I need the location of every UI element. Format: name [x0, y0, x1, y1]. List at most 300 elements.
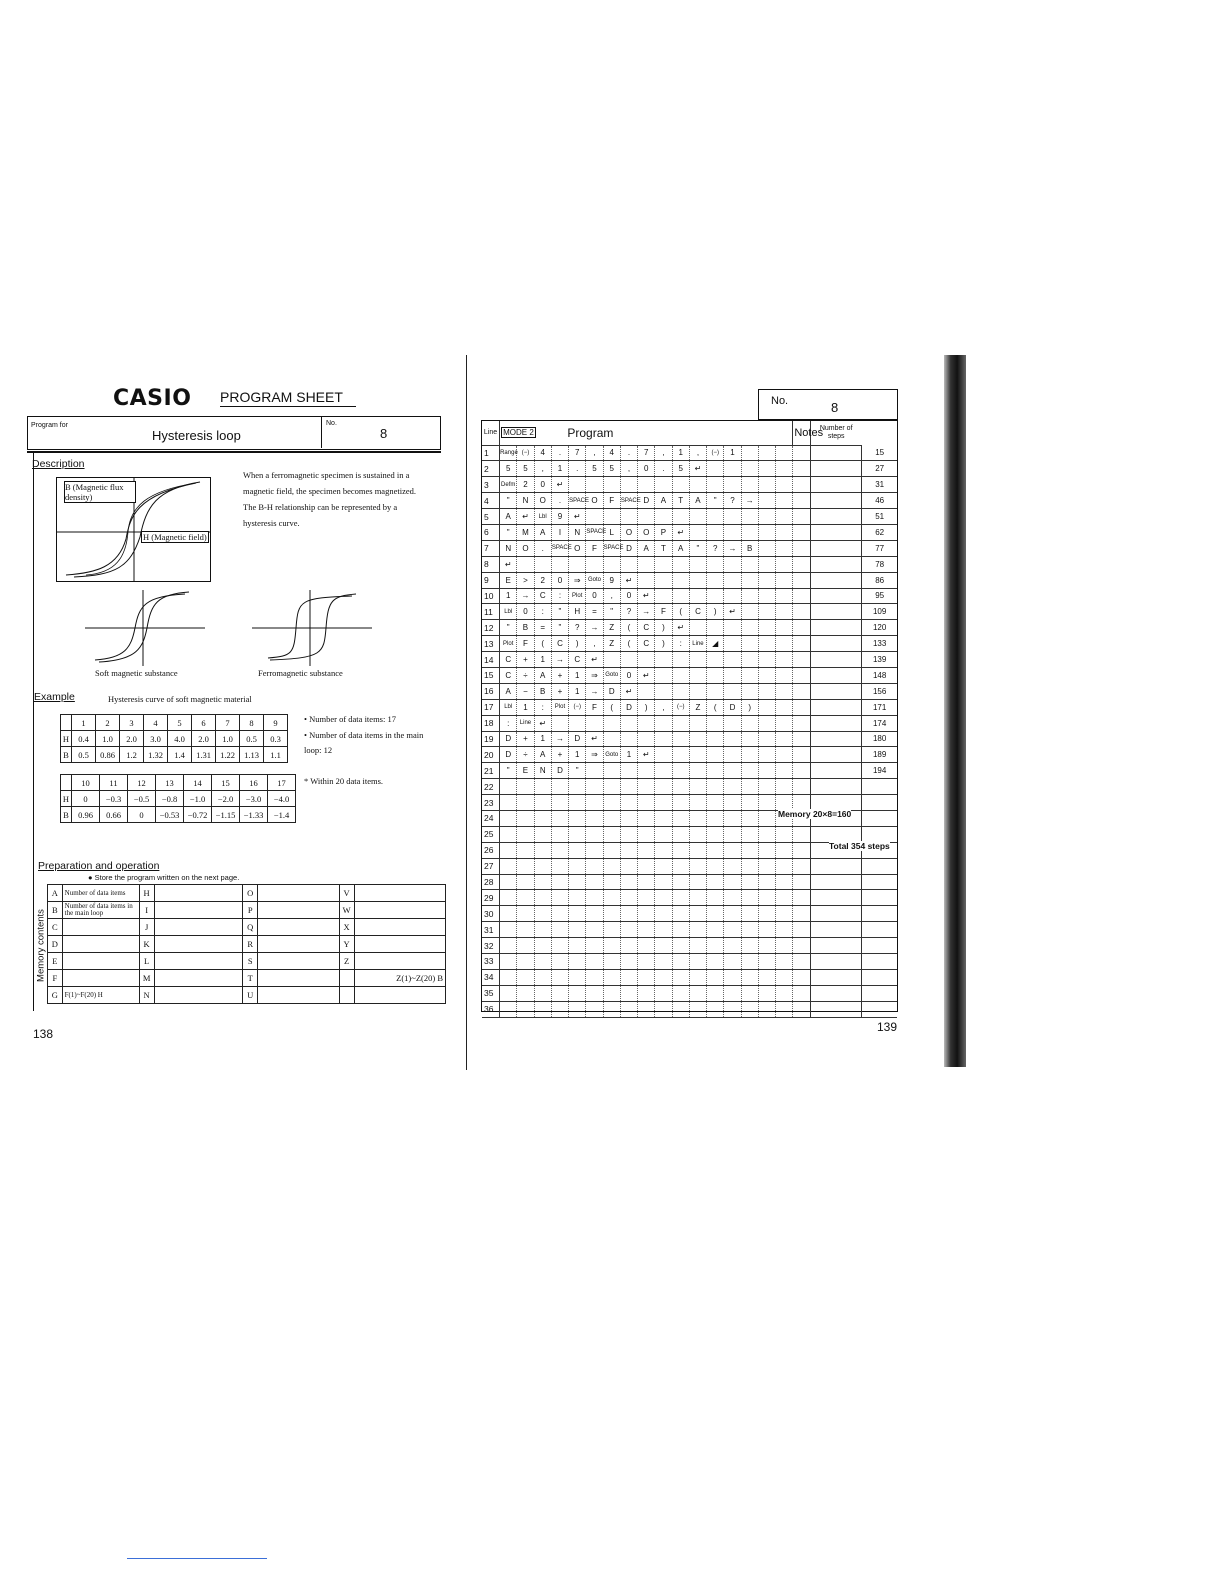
- memory-letter: H: [139, 885, 154, 902]
- key-cell: [689, 477, 706, 493]
- header-cell: 9: [264, 715, 288, 731]
- key-cell: [517, 874, 534, 890]
- key-cell: [655, 509, 672, 525]
- program-line: [482, 604, 897, 620]
- key-cell: [793, 683, 810, 699]
- memory-table: [47, 884, 446, 1004]
- program-line: [482, 763, 897, 779]
- memory-letter: P: [243, 902, 258, 919]
- key-cell: :: [672, 636, 689, 652]
- key-cell: [672, 556, 689, 572]
- key-cell: (: [534, 636, 551, 652]
- memory-value: [258, 970, 340, 987]
- key-cell: [569, 890, 586, 906]
- key-cell: 1: [569, 747, 586, 763]
- key-cell: [603, 874, 620, 890]
- table-cell: 1.22: [216, 747, 240, 763]
- key-cell: [724, 636, 741, 652]
- key-cell: [603, 715, 620, 731]
- key-cell: [758, 477, 775, 493]
- memory-letter: I: [139, 902, 154, 919]
- table-cell: −0.5: [128, 791, 156, 807]
- line-number: 2: [482, 461, 500, 477]
- memory-value: [354, 936, 446, 953]
- key-cell: O: [620, 524, 637, 540]
- key-cell: [620, 842, 637, 858]
- table-cell: 0: [72, 791, 100, 807]
- key-cell: [741, 810, 758, 826]
- memory-letter: Z: [339, 953, 354, 970]
- key-cell: O: [638, 524, 655, 540]
- key-cell: Lbl: [500, 604, 517, 620]
- key-cell: ?: [707, 540, 724, 556]
- key-cell: [672, 588, 689, 604]
- memory-letter: E: [48, 953, 63, 970]
- key-cell: [517, 826, 534, 842]
- steps-cell: [862, 938, 897, 954]
- table-cell: 0.4: [72, 731, 96, 747]
- memory-letter: J: [139, 919, 154, 936]
- key-cell: [672, 858, 689, 874]
- key-cell: [603, 969, 620, 985]
- key-cell: ): [741, 699, 758, 715]
- table-cell: 1.0: [216, 731, 240, 747]
- key-cell: SPACE: [551, 540, 568, 556]
- key-cell: [534, 826, 551, 842]
- notes-cell: [810, 874, 862, 890]
- program-line: [482, 1001, 897, 1017]
- row-label: B: [61, 747, 72, 763]
- key-cell: [500, 779, 517, 795]
- key-cell: ": [689, 540, 706, 556]
- key-cell: =: [586, 604, 603, 620]
- key-cell: Line: [517, 715, 534, 731]
- key-cell: 9: [551, 509, 568, 525]
- key-cell: [793, 985, 810, 1001]
- key-cell: [655, 747, 672, 763]
- key-cell: F: [655, 604, 672, 620]
- row-label: B: [61, 807, 72, 823]
- key-cell: E: [517, 763, 534, 779]
- key-cell: [793, 858, 810, 874]
- line-number: 11: [482, 604, 500, 620]
- key-cell: [758, 524, 775, 540]
- key-cell: [793, 1001, 810, 1017]
- memory-value: [154, 970, 243, 987]
- key-cell: ): [655, 620, 672, 636]
- line-header: Line: [482, 421, 500, 445]
- key-cell: [655, 922, 672, 938]
- key-cell: [620, 556, 637, 572]
- line-number: 23: [482, 795, 500, 811]
- key-cell: [638, 715, 655, 731]
- key-cell: [689, 954, 706, 970]
- key-cell: →: [638, 604, 655, 620]
- key-cell: [741, 858, 758, 874]
- key-cell: 0: [517, 604, 534, 620]
- key-cell: (−): [569, 699, 586, 715]
- key-cell: [603, 985, 620, 1001]
- key-cell: [517, 890, 534, 906]
- key-cell: →: [586, 620, 603, 636]
- key-cell: [638, 731, 655, 747]
- key-cell: →: [586, 683, 603, 699]
- key-cell: Goto: [586, 572, 603, 588]
- memory-value: [354, 953, 446, 970]
- key-cell: Line: [689, 636, 706, 652]
- key-cell: [534, 938, 551, 954]
- notes-cell: [810, 509, 862, 525]
- table-cell: 0: [128, 807, 156, 823]
- key-cell: [724, 683, 741, 699]
- key-cell: [724, 985, 741, 1001]
- key-cell: 5: [500, 461, 517, 477]
- table-cell: −1.33: [240, 807, 268, 823]
- key-cell: [741, 874, 758, 890]
- key-cell: [534, 985, 551, 1001]
- key-cell: Plot: [500, 636, 517, 652]
- program-header-row: [482, 421, 897, 445]
- key-cell: [586, 556, 603, 572]
- memory-value: [62, 919, 139, 936]
- key-cell: C: [551, 636, 568, 652]
- key-cell: [707, 795, 724, 811]
- key-cell: [724, 954, 741, 970]
- key-cell: [672, 954, 689, 970]
- program-line: [482, 652, 897, 668]
- table-cell: 0.86: [96, 747, 120, 763]
- key-cell: [724, 461, 741, 477]
- memory-value: [62, 936, 139, 953]
- key-cell: [551, 922, 568, 938]
- notes-cell: [810, 477, 862, 493]
- soft-substance-label: Soft magnetic substance: [95, 668, 178, 678]
- key-cell: [776, 890, 793, 906]
- key-cell: 5: [672, 461, 689, 477]
- key-cell: O: [569, 540, 586, 556]
- key-cell: (−): [707, 445, 724, 461]
- key-cell: (: [620, 620, 637, 636]
- key-cell: [793, 890, 810, 906]
- key-cell: [689, 667, 706, 683]
- line-number: 7: [482, 540, 500, 556]
- key-cell: [793, 667, 810, 683]
- key-cell: [620, 826, 637, 842]
- key-cell: [638, 683, 655, 699]
- program-header-spacer: [758, 421, 793, 445]
- key-cell: [655, 985, 672, 1001]
- key-cell: [655, 826, 672, 842]
- key-cell: ↵: [551, 477, 568, 493]
- key-cell: [689, 810, 706, 826]
- key-cell: [603, 858, 620, 874]
- notes-cell: [810, 890, 862, 906]
- key-cell: 7: [569, 445, 586, 461]
- key-cell: [793, 509, 810, 525]
- prep-heading: Preparation and operation: [38, 860, 160, 872]
- memory-value: [62, 970, 139, 987]
- memory-value: [258, 919, 340, 936]
- key-cell: ⇒: [586, 667, 603, 683]
- line-number: 29: [482, 890, 500, 906]
- key-cell: SPACE: [603, 540, 620, 556]
- key-cell: [655, 652, 672, 668]
- key-cell: [569, 954, 586, 970]
- key-cell: A: [500, 683, 517, 699]
- key-cell: 0: [620, 588, 637, 604]
- memory-letter: [339, 987, 354, 1004]
- key-cell: [758, 858, 775, 874]
- key-cell: [569, 1001, 586, 1017]
- key-cell: [707, 556, 724, 572]
- key-cell: [776, 985, 793, 1001]
- key-cell: ": [500, 493, 517, 509]
- memory-contents-label-cell: [33, 884, 47, 1010]
- key-cell: [638, 795, 655, 811]
- table-cell: 4.0: [168, 731, 192, 747]
- line-number: 26: [482, 842, 500, 858]
- key-cell: [689, 763, 706, 779]
- program-line: [482, 715, 897, 731]
- no-value: 8: [380, 426, 388, 441]
- steps-cell: 78: [862, 556, 897, 572]
- key-cell: [551, 779, 568, 795]
- memory-contents-label: Memory contents: [35, 909, 47, 982]
- program-line: [482, 985, 897, 1001]
- key-cell: 1: [551, 461, 568, 477]
- key-cell: C: [500, 667, 517, 683]
- key-cell: 1: [534, 731, 551, 747]
- program-line: [482, 620, 897, 636]
- key-cell: [655, 1001, 672, 1017]
- key-cell: [793, 461, 810, 477]
- notes-header: Notes: [793, 421, 810, 445]
- key-cell: Lbl: [534, 509, 551, 525]
- table-cell: −0.8: [156, 791, 184, 807]
- key-cell: [672, 747, 689, 763]
- key-cell: ↵: [638, 667, 655, 683]
- key-cell: [793, 763, 810, 779]
- key-cell: [689, 795, 706, 811]
- key-cell: [689, 683, 706, 699]
- key-cell: (−): [517, 445, 534, 461]
- table-cell: 1.1: [264, 747, 288, 763]
- key-cell: [517, 922, 534, 938]
- line-number: 3: [482, 477, 500, 493]
- key-cell: [707, 890, 724, 906]
- key-cell: ,: [603, 588, 620, 604]
- line-number: 9: [482, 572, 500, 588]
- steps-cell: [862, 826, 897, 842]
- key-cell: [620, 922, 637, 938]
- key-cell: Z: [603, 620, 620, 636]
- key-cell: F: [586, 699, 603, 715]
- key-cell: [638, 572, 655, 588]
- key-cell: [724, 938, 741, 954]
- table-cell: −1.0: [184, 791, 212, 807]
- key-cell: [689, 985, 706, 1001]
- table-row-b: [61, 807, 296, 823]
- key-cell: [793, 779, 810, 795]
- key-cell: [569, 715, 586, 731]
- total-note: Total 354 steps: [829, 841, 890, 851]
- memory-value: [354, 919, 446, 936]
- key-cell: [724, 763, 741, 779]
- key-cell: [672, 652, 689, 668]
- key-cell: [620, 858, 637, 874]
- key-cell: [758, 747, 775, 763]
- key-cell: [655, 779, 672, 795]
- key-cell: [776, 667, 793, 683]
- key-cell: [551, 715, 568, 731]
- key-cell: B: [534, 683, 551, 699]
- key-cell: [707, 477, 724, 493]
- memory-value: [258, 902, 340, 919]
- key-cell: [551, 890, 568, 906]
- key-cell: SPACE: [586, 524, 603, 540]
- memory-value: [258, 987, 340, 1004]
- key-cell: [724, 588, 741, 604]
- notes-cell: [810, 683, 862, 699]
- key-cell: .: [655, 461, 672, 477]
- program-header-box: [27, 416, 441, 450]
- key-cell: [672, 477, 689, 493]
- key-cell: .: [569, 461, 586, 477]
- key-cell: [741, 445, 758, 461]
- key-cell: [672, 795, 689, 811]
- notes-cell: [810, 938, 862, 954]
- key-cell: A: [534, 524, 551, 540]
- key-cell: [724, 667, 741, 683]
- table-row-h: [61, 731, 288, 747]
- key-cell: [758, 779, 775, 795]
- steps-cell: [862, 779, 897, 795]
- key-cell: E: [500, 572, 517, 588]
- line-number: 18: [482, 715, 500, 731]
- steps-cell: 27: [862, 461, 897, 477]
- key-cell: B: [517, 620, 534, 636]
- key-cell: [741, 938, 758, 954]
- key-cell: [724, 810, 741, 826]
- key-cell: +: [517, 652, 534, 668]
- key-cell: [793, 620, 810, 636]
- key-cell: [638, 938, 655, 954]
- key-cell: [689, 938, 706, 954]
- key-cell: :: [534, 604, 551, 620]
- key-cell: +: [551, 683, 568, 699]
- key-cell: [586, 874, 603, 890]
- key-cell: [793, 747, 810, 763]
- key-cell: [793, 826, 810, 842]
- key-cell: [758, 588, 775, 604]
- line-number: 10: [482, 588, 500, 604]
- memory-letter: W: [339, 902, 354, 919]
- key-cell: [620, 509, 637, 525]
- table-cell: 0.3: [264, 731, 288, 747]
- key-cell: ↵: [672, 620, 689, 636]
- key-cell: ?: [569, 620, 586, 636]
- key-cell: [655, 858, 672, 874]
- key-cell: [724, 1001, 741, 1017]
- key-cell: [776, 588, 793, 604]
- key-cell: [586, 779, 603, 795]
- key-cell: ÷: [517, 667, 534, 683]
- note-within-20: * Within 20 data items.: [304, 776, 384, 786]
- table-cell: 1.4: [168, 747, 192, 763]
- divider: [321, 417, 322, 448]
- key-cell: D: [500, 747, 517, 763]
- key-cell: A: [500, 509, 517, 525]
- memory-letter: U: [243, 987, 258, 1004]
- key-cell: [741, 572, 758, 588]
- key-cell: O: [517, 540, 534, 556]
- key-cell: [707, 588, 724, 604]
- steps-cell: 139: [862, 652, 897, 668]
- key-cell: [741, 747, 758, 763]
- key-cell: :: [551, 588, 568, 604]
- key-cell: [758, 620, 775, 636]
- key-cell: 7: [638, 445, 655, 461]
- key-cell: [672, 922, 689, 938]
- memory-letter: T: [243, 970, 258, 987]
- key-cell: [707, 969, 724, 985]
- key-cell: 0: [586, 588, 603, 604]
- key-cell: [741, 763, 758, 779]
- key-cell: [569, 477, 586, 493]
- key-cell: ↵: [620, 683, 637, 699]
- key-cell: ": [551, 620, 568, 636]
- key-cell: 4: [534, 445, 551, 461]
- table-cell: 1.32: [144, 747, 168, 763]
- key-cell: [638, 652, 655, 668]
- key-cell: [638, 985, 655, 1001]
- notes-cell: [810, 954, 862, 970]
- key-cell: [689, 715, 706, 731]
- key-cell: 1: [569, 683, 586, 699]
- key-cell: [776, 604, 793, 620]
- key-cell: [586, 715, 603, 731]
- key-cell: −: [517, 683, 534, 699]
- key-cell: [707, 652, 724, 668]
- table-header-row: [61, 715, 288, 731]
- key-cell: [620, 938, 637, 954]
- key-cell: [776, 572, 793, 588]
- key-cell: [517, 556, 534, 572]
- key-cell: [638, 1001, 655, 1017]
- key-cell: [586, 477, 603, 493]
- key-cell: [724, 795, 741, 811]
- key-cell: [620, 795, 637, 811]
- steps-cell: 51: [862, 509, 897, 525]
- key-cell: 5: [586, 461, 603, 477]
- key-cell: [586, 842, 603, 858]
- key-cell: [741, 667, 758, 683]
- memory-letter: Y: [339, 936, 354, 953]
- key-cell: [672, 842, 689, 858]
- key-cell: [793, 969, 810, 985]
- key-cell: .: [620, 445, 637, 461]
- line-number: 14: [482, 652, 500, 668]
- key-cell: [741, 890, 758, 906]
- key-cell: [758, 540, 775, 556]
- key-cell: ↵: [638, 588, 655, 604]
- key-cell: [569, 556, 586, 572]
- key-cell: N: [569, 524, 586, 540]
- table-cell: 1.0: [96, 731, 120, 747]
- key-cell: [655, 683, 672, 699]
- key-cell: N: [517, 493, 534, 509]
- key-cell: [724, 477, 741, 493]
